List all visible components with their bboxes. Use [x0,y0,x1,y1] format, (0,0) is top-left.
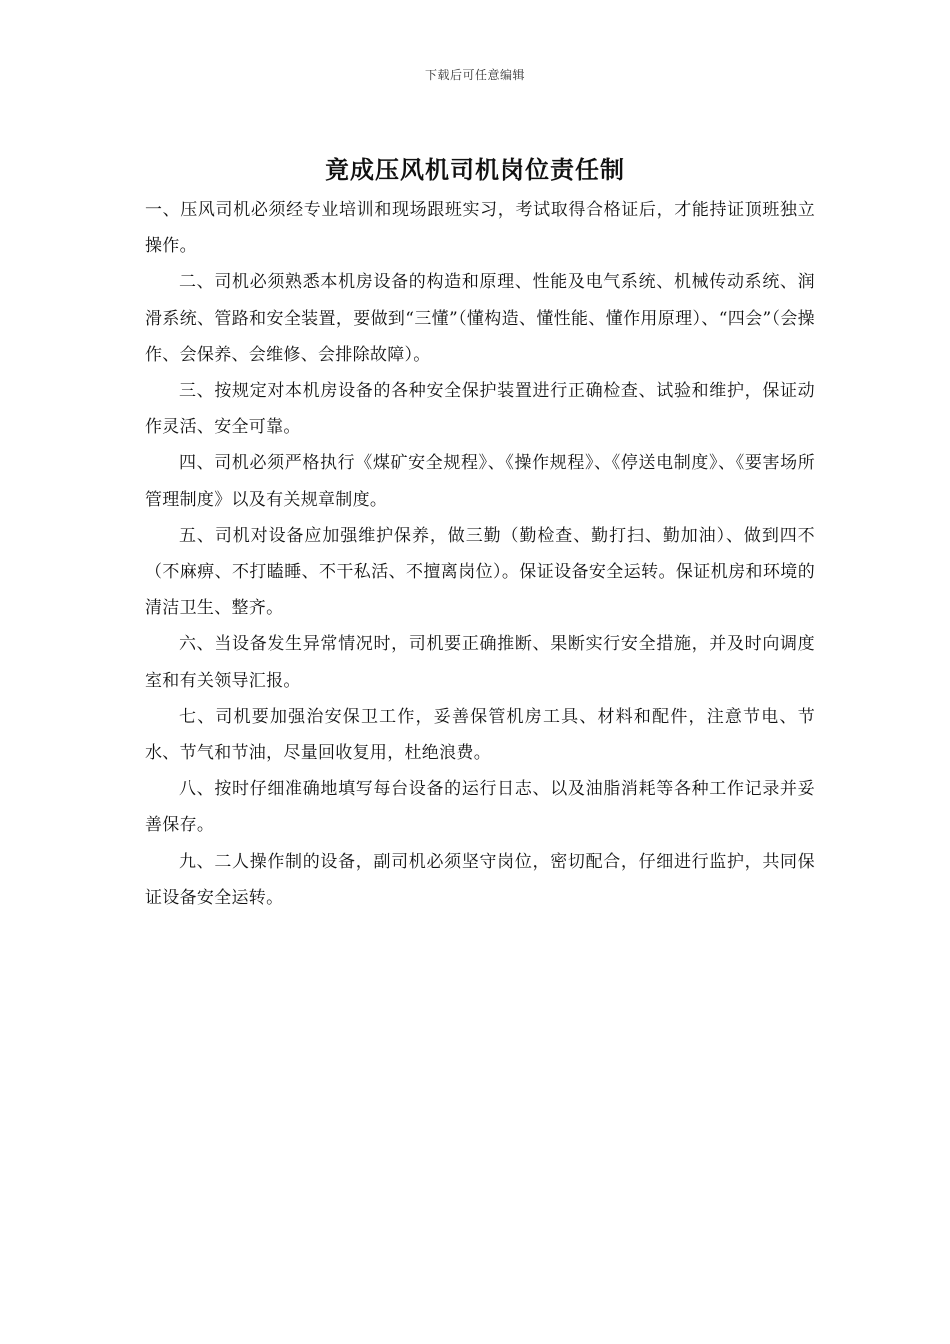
clause-4: 四、司机必须严格执行《煤矿安全规程》、《操作规程》、《停送电制度》、《要害场所管理制度》以及有关规章制度。 [145,453,815,510]
document-title: 竟成压风机司机岗位责任制 [325,155,625,184]
header-note: 下载后可任意编辑 [424,68,525,82]
clause-5: 五、司机对设备应加强维护保养，做三勤（勤检查、勤打扫、勤加油）、做到四不（不麻痹、不打瞌睡、不干私活、不擅离岗位）。保证设备安全运转。保证机房和环境的清洁卫生、整齐。 [145,525,815,619]
clause-3: 三、按规定对本机房设备的各种安全保护装置进行正确检查、试验和维护，保证动作灵活、安全可靠。 [145,381,815,438]
document-body [145,192,815,916]
clause-1: 一、压风司机必须经专业培训和现场跟班实习，考试取得合格证后，才能持证顶班独立操作。 [145,200,815,257]
clause-8: 八、按时仔细准确地填写每台设备的运行日志、以及油脂消耗等各种工作记录并妥善保存。 [145,779,815,836]
clause-7: 七、司机要加强治安保卫工作，妥善保管机房工具、材料和配件，注意节电、节水、节气和节油，尽量回收复用，杜绝浪费。 [145,706,815,764]
clause-6: 六、当设备发生异常情况时，司机要正确推断、果断实行安全措施，并及时向调度室和有关领导汇报。 [145,634,815,691]
clause-2: 二、司机必须熟悉本机房设备的构造和原理、性能及电气系统、机械传动系统、润滑系统、管路和安全装置，要做到“三懂”（懂构造、懂性能、懂作用原理）、“四会”（会操作、会保养、会维修、会排除故障）。 [145,272,815,365]
clause-9: 九、二人操作制的设备，副司机必须坚守岗位，密切配合，仔细进行监护，共同保证设备安全运转。 [145,851,815,908]
